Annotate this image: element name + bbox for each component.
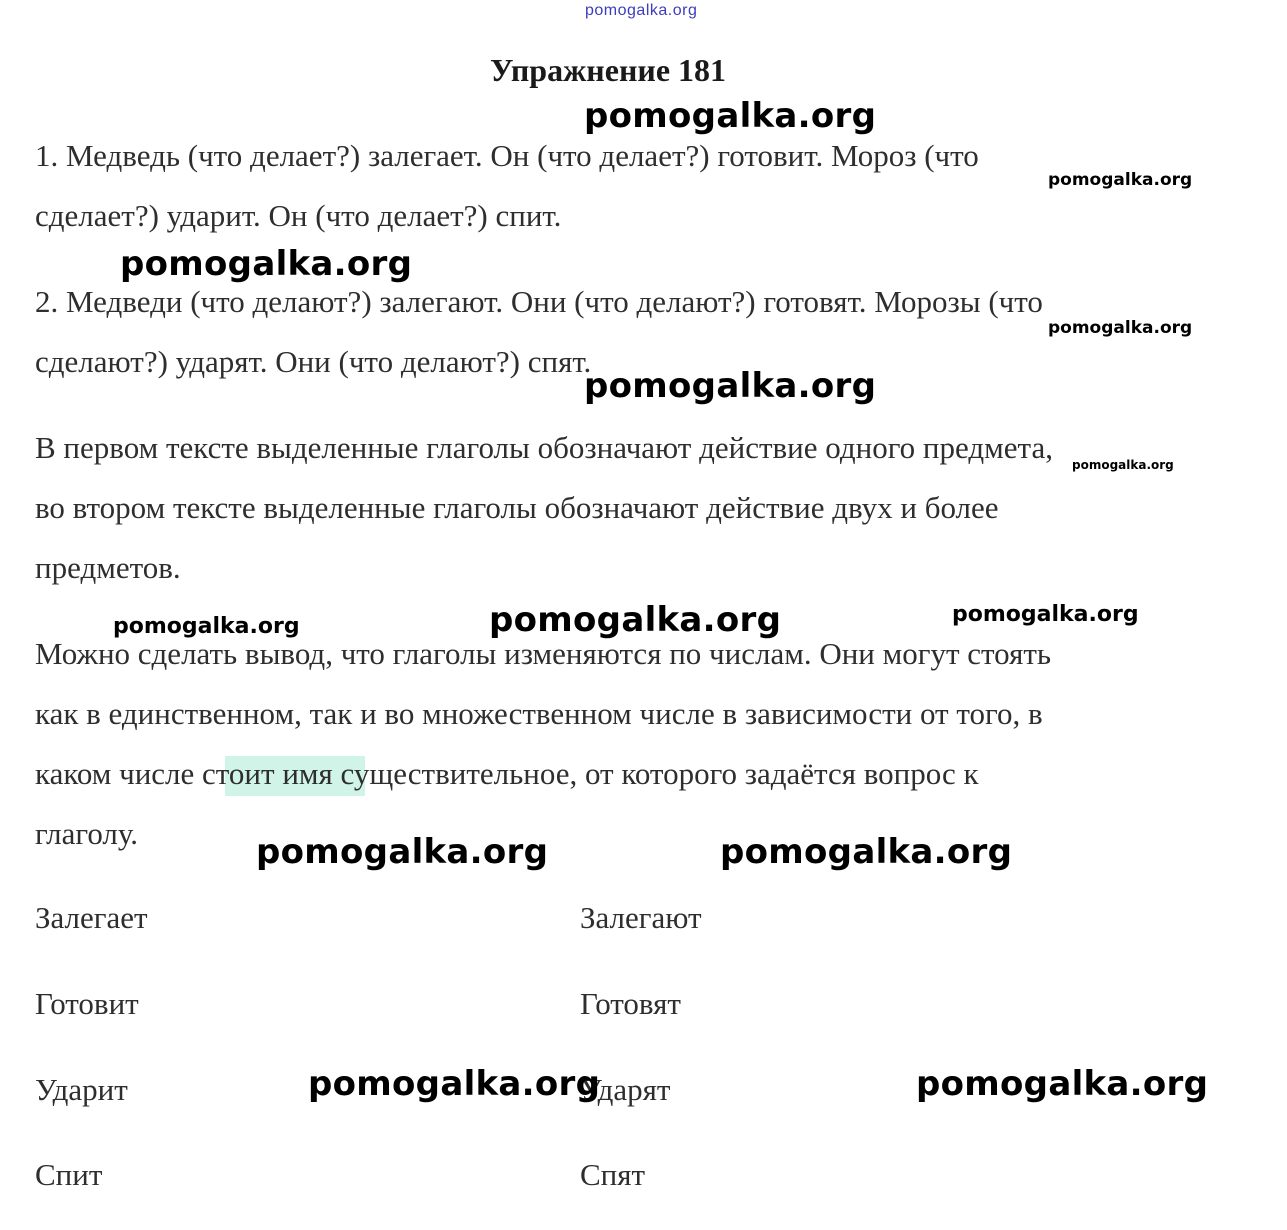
watermark: pomogalka.org: [308, 1064, 601, 1104]
watermark: pomogalka.org: [952, 602, 1139, 627]
paragraph-comparison: В первом тексте выделенные глаголы обозначают действие одного предмета, во втором тексте выделенные глаголы обозначают действие двух и более предметов.: [35, 430, 1053, 585]
verb-singular-3: Ударит: [35, 1072, 128, 1107]
verb-plural-3: Ударят: [580, 1072, 671, 1107]
exercise-title: Упражнение 181: [490, 52, 727, 88]
watermark: pomogalka.org: [256, 832, 549, 872]
watermark: pomogalka.org: [584, 96, 877, 136]
verb-plural-4: Спят: [580, 1157, 646, 1192]
verb-singular-1: Залегает: [35, 900, 148, 935]
verb-singular-2: Готовит: [35, 986, 139, 1021]
watermark: pomogalka.org: [120, 244, 413, 284]
watermark: pomogalka.org: [584, 366, 877, 406]
watermark: pomogalka.org: [113, 614, 300, 639]
watermark: pomogalka.org: [489, 600, 782, 640]
watermark: pomogalka.org: [720, 832, 1013, 872]
verb-plural-2: Готовят: [580, 986, 681, 1021]
verb-plural-1: Залегают: [580, 900, 702, 935]
paragraph-conclusion: Можно сделать вывод, что глаголы изменяются по числам. Они могут стоять как в единственном, так и во множественном числе в зависимости от того, в каком числе стоит имя существительное, от которого задаётся вопрос к глаголу.: [35, 636, 1052, 851]
watermark: pomogalka.org: [916, 1064, 1209, 1104]
watermark: pomogalka.org: [1048, 170, 1193, 190]
watermark-top: pomogalka.org: [585, 2, 698, 19]
paragraph-singular-text: 1. Медведь (что делает?) залегает. Он (что делает?) готовит. Мороз (что сделает?) ударит. Он (что делает?) спит.: [35, 138, 979, 233]
watermark: pomogalka.org: [1048, 318, 1193, 338]
verb-singular-4: Спит: [35, 1157, 103, 1192]
paragraph-plural-text: 2. Медведи (что делают?) залегают. Они (что делают?) готовят. Морозы (что сделают?) ударят. Они (что делают?) спят.: [35, 284, 1043, 379]
watermark: pomogalka.org: [1072, 458, 1174, 472]
